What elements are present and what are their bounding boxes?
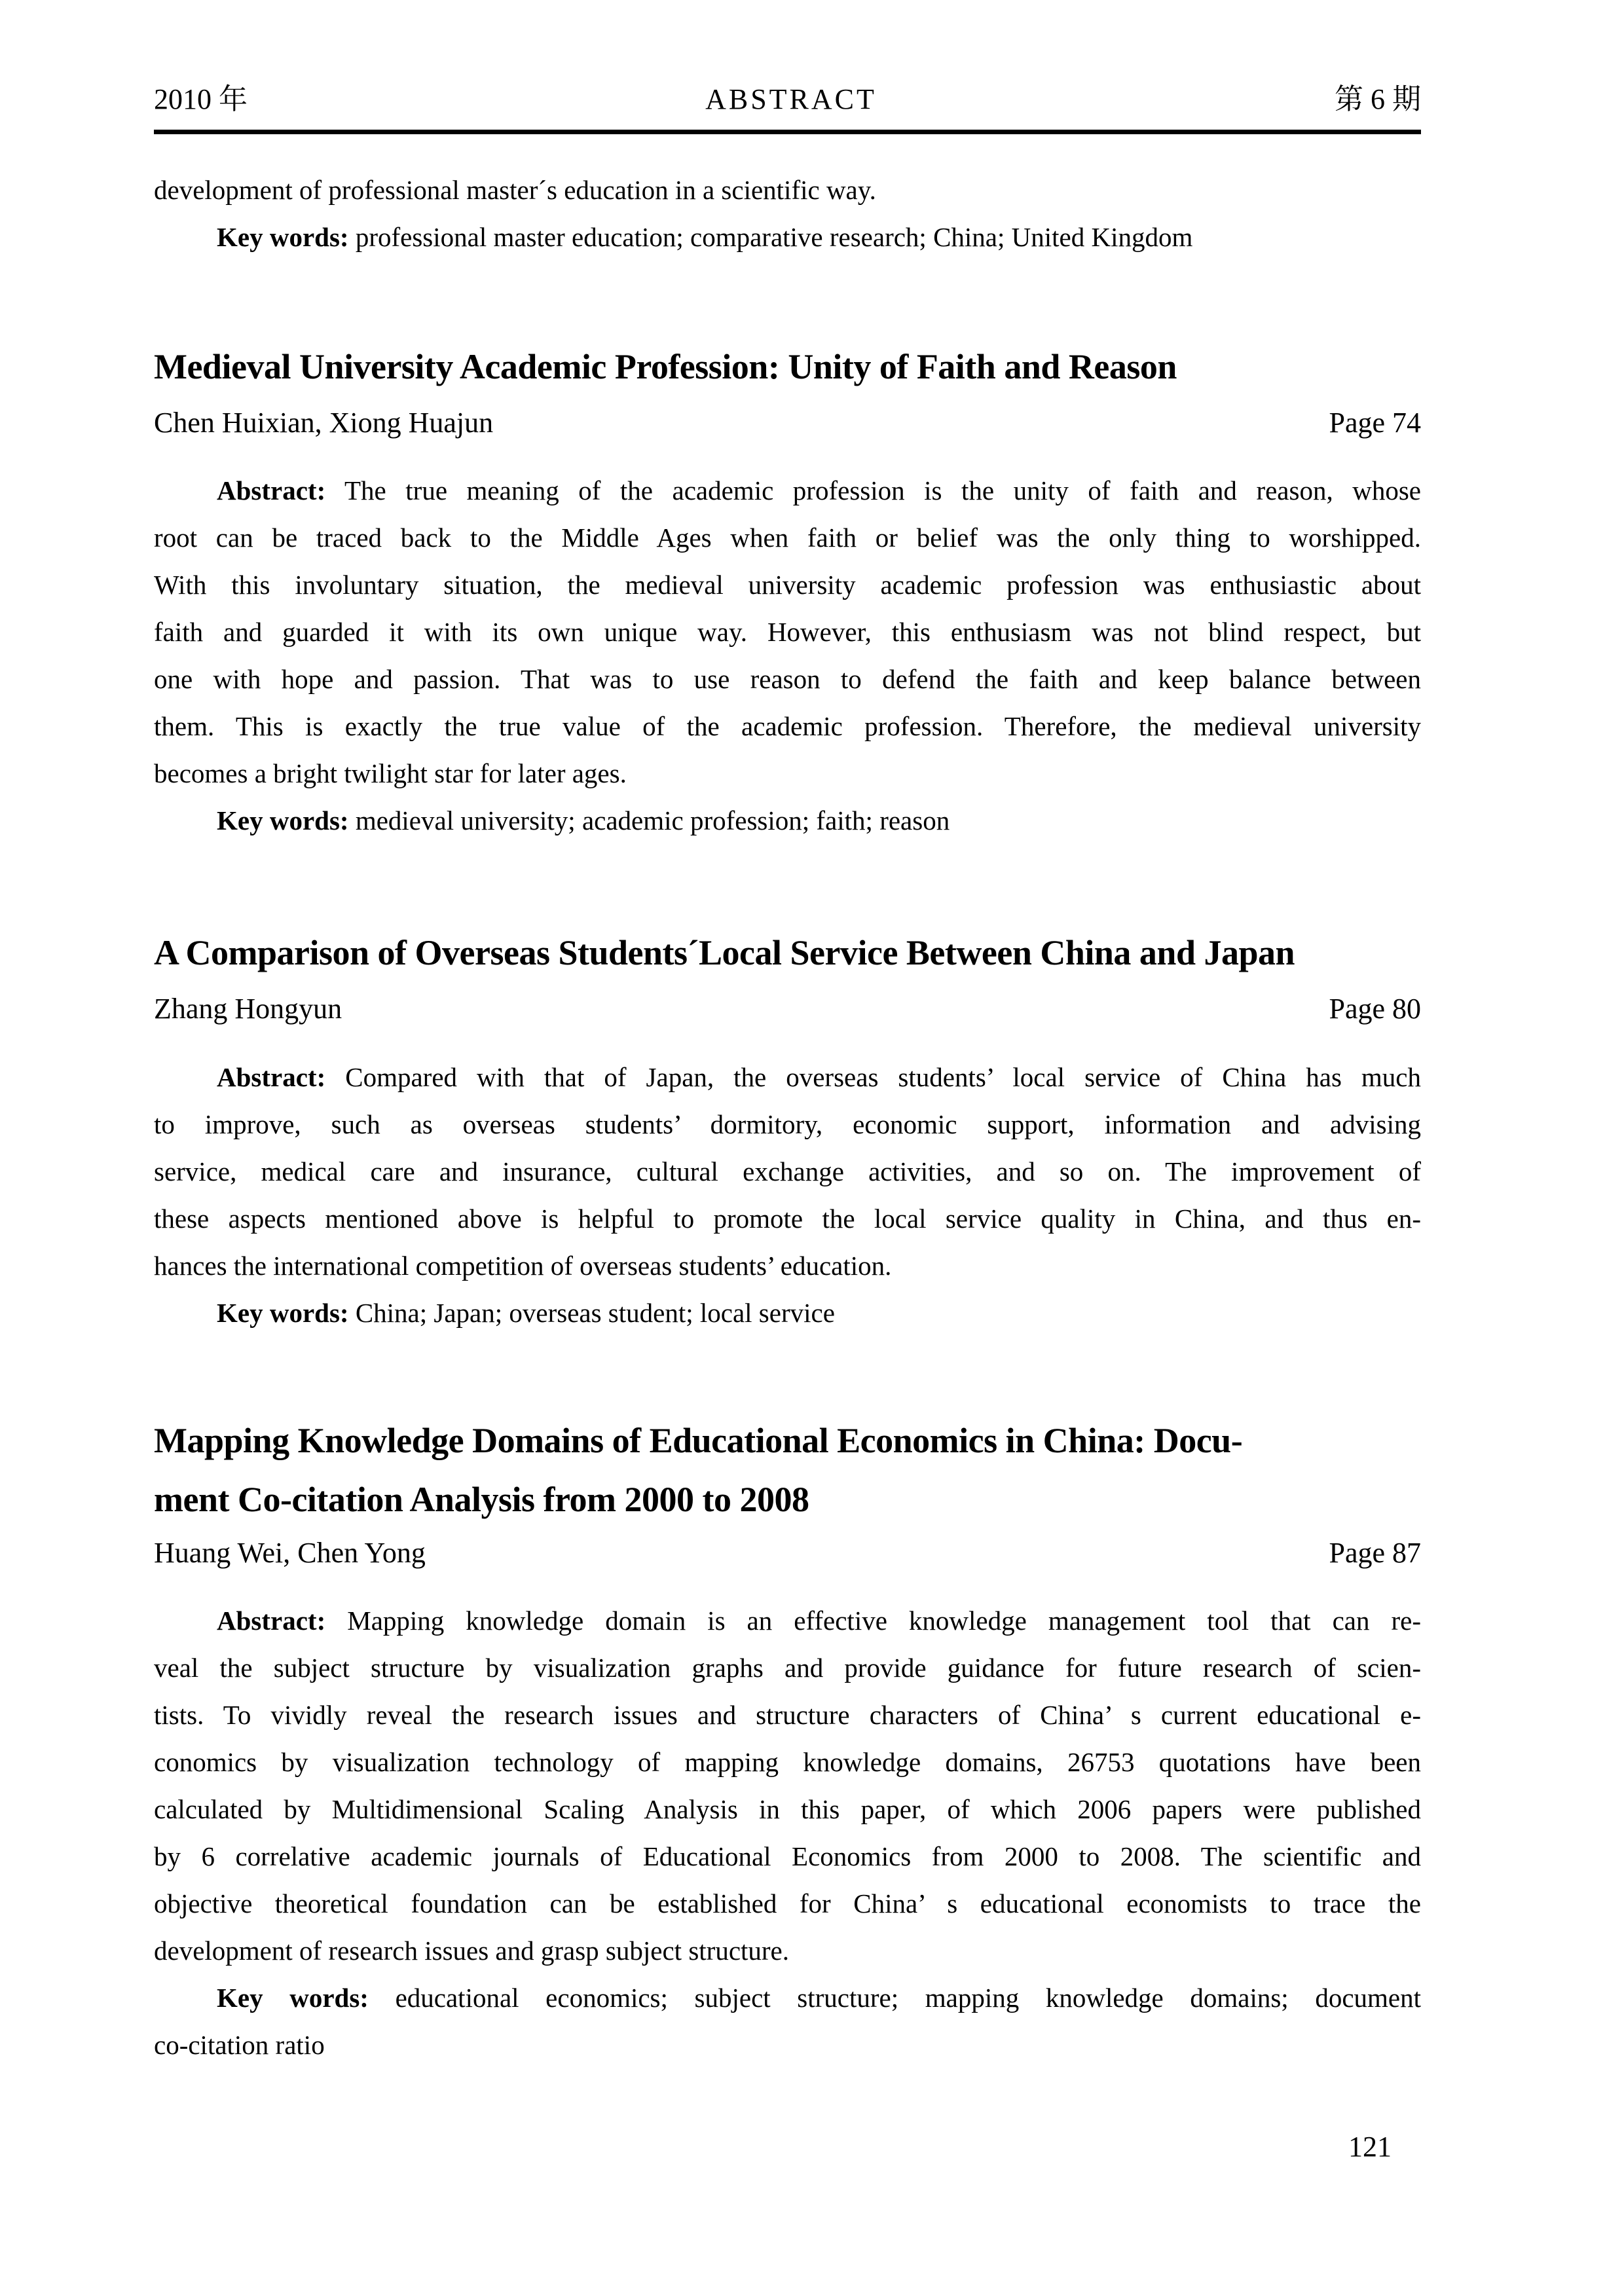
article-title-line: A Comparison of Overseas Students´Local Service Between China and Japan xyxy=(154,933,1295,972)
abstract-line xyxy=(154,1054,1421,1101)
article-title-line: Mapping Knowledge Domains of Educational Economics in China: Docu- xyxy=(154,1421,1243,1460)
article-page-ref: Page 80 xyxy=(1329,993,1421,1025)
abstract-line: one with hope and passion. That was to use reason to defend the faith and keep balance between xyxy=(154,664,1421,694)
abstract-line: hances the international competition of overseas students’ education. xyxy=(154,1251,892,1281)
abstract-line: them. This is exactly the true value of the academic profession. Therefore, the medieval university xyxy=(154,711,1421,741)
article-title xyxy=(154,1411,1421,1529)
continuation-block xyxy=(154,166,1421,261)
abstract-label: Abstract: xyxy=(217,1606,326,1636)
abstract-label: Abstract: xyxy=(217,1062,326,1092)
article-title-line: Medieval University Academic Profession: Unity of Faith and Reason xyxy=(154,347,1177,386)
article-keywords-continued: co-citation ratio xyxy=(154,2030,325,2060)
abstract-line: objective theoretical foundation can be established for China’ s educational economists to trace the xyxy=(154,1888,1421,1919)
abstract-label: Abstract: xyxy=(217,475,326,505)
article-authors: Huang Wei, Chen Yong xyxy=(154,1537,426,1569)
abstract-line-text: The true meaning of the academic profession is the unity of faith and reason, whose xyxy=(344,475,1421,505)
running-head xyxy=(154,83,1421,117)
abstract-line-text: Mapping knowledge domain is an effective knowledge management tool that can re- xyxy=(347,1606,1421,1636)
abstract-line-text: Compared with that of Japan, the overseas students’ local service of China has much xyxy=(345,1062,1421,1092)
abstract-line: faith and guarded it with its own unique way. However, this enthusiasm was not blind respect, but xyxy=(154,617,1421,647)
article-keywords xyxy=(154,1974,1421,2021)
keywords-label: Key words: xyxy=(217,222,349,252)
abstract-line: service, medical care and insurance, cultural exchange activities, and so on. The improvement of xyxy=(154,1156,1421,1186)
continuation-line: development of professional master´s education in a scientific way. xyxy=(154,175,876,205)
article-keywords xyxy=(154,797,1421,844)
abstract-line: these aspects mentioned above is helpful to promote the local service quality in China, and thus en- xyxy=(154,1203,1421,1234)
abstract-line: veal the subject structure by visualization graphs and provide guidance for future research of scien- xyxy=(154,1653,1421,1683)
article-byline xyxy=(154,1534,1421,1572)
abstract-line: conomics by visualization technology of mapping knowledge domains, 26753 quotations have been xyxy=(154,1747,1421,1777)
abstract-line: development of research issues and grasp subject structure. xyxy=(154,1936,790,1966)
keywords-label: Key words: xyxy=(217,1298,349,1328)
issue-number: 第 6 期 xyxy=(1334,83,1421,115)
abstract-line: root can be traced back to the Middle Ages when faith or belief was the only thing to worshipped. xyxy=(154,523,1421,553)
abstract-line: tists. To vividly reveal the research issues and structure characters of China’ s current educational e- xyxy=(154,1700,1421,1730)
keywords-label: Key words: xyxy=(217,805,349,835)
article-byline xyxy=(154,990,1421,1028)
keywords-text: medieval university; academic profession; faith; reason xyxy=(355,805,950,835)
article-title xyxy=(154,923,1421,982)
article-byline xyxy=(154,404,1421,442)
article-abstract xyxy=(154,467,1421,844)
article-authors: Zhang Hongyun xyxy=(154,993,342,1025)
article-authors: Chen Huixian, Xiong Huajun xyxy=(154,407,494,439)
abstract-line: With this involuntary situation, the medieval university academic profession was enthusiastic about xyxy=(154,570,1421,600)
abstract-line: calculated by Multidimensional Scaling Analysis in this paper, of which 2006 papers were published xyxy=(154,1794,1421,1824)
article-abstract xyxy=(154,1054,1421,1336)
abstract-line: becomes a bright twilight star for later ages. xyxy=(154,758,627,788)
article-title-line: ment Co-citation Analysis from 2000 to 2008 xyxy=(154,1480,809,1519)
keywords-label: Key words: xyxy=(217,1983,369,2013)
continuation-keywords xyxy=(154,213,1421,261)
abstract-line xyxy=(154,467,1421,514)
article-abstract xyxy=(154,1597,1421,2068)
journal-year: 2010 年 xyxy=(154,83,248,115)
article-keywords xyxy=(154,1289,1421,1336)
abstract-line: to improve, such as overseas students’ dormitory, economic support, information and advising xyxy=(154,1109,1421,1139)
keywords-text: China; Japan; overseas student; local service xyxy=(355,1298,835,1328)
article-page-ref: Page 74 xyxy=(1329,407,1421,439)
abstract-line xyxy=(154,1597,1421,1644)
abstract-line: by 6 correlative academic journals of Educational Economics from 2000 to 2008. The scientific and xyxy=(154,1841,1421,1871)
article-title xyxy=(154,337,1421,396)
page-number: 121 xyxy=(1348,2131,1392,2163)
keywords-text: educational economics; subject structure; mapping knowledge domains; document xyxy=(395,1983,1422,2013)
page-header-title: ABSTRACT xyxy=(705,83,877,115)
keywords-text: professional master education; comparative research; China; United Kingdom xyxy=(355,222,1193,252)
article-page-ref: Page 87 xyxy=(1329,1537,1421,1569)
header-rule xyxy=(154,130,1421,134)
